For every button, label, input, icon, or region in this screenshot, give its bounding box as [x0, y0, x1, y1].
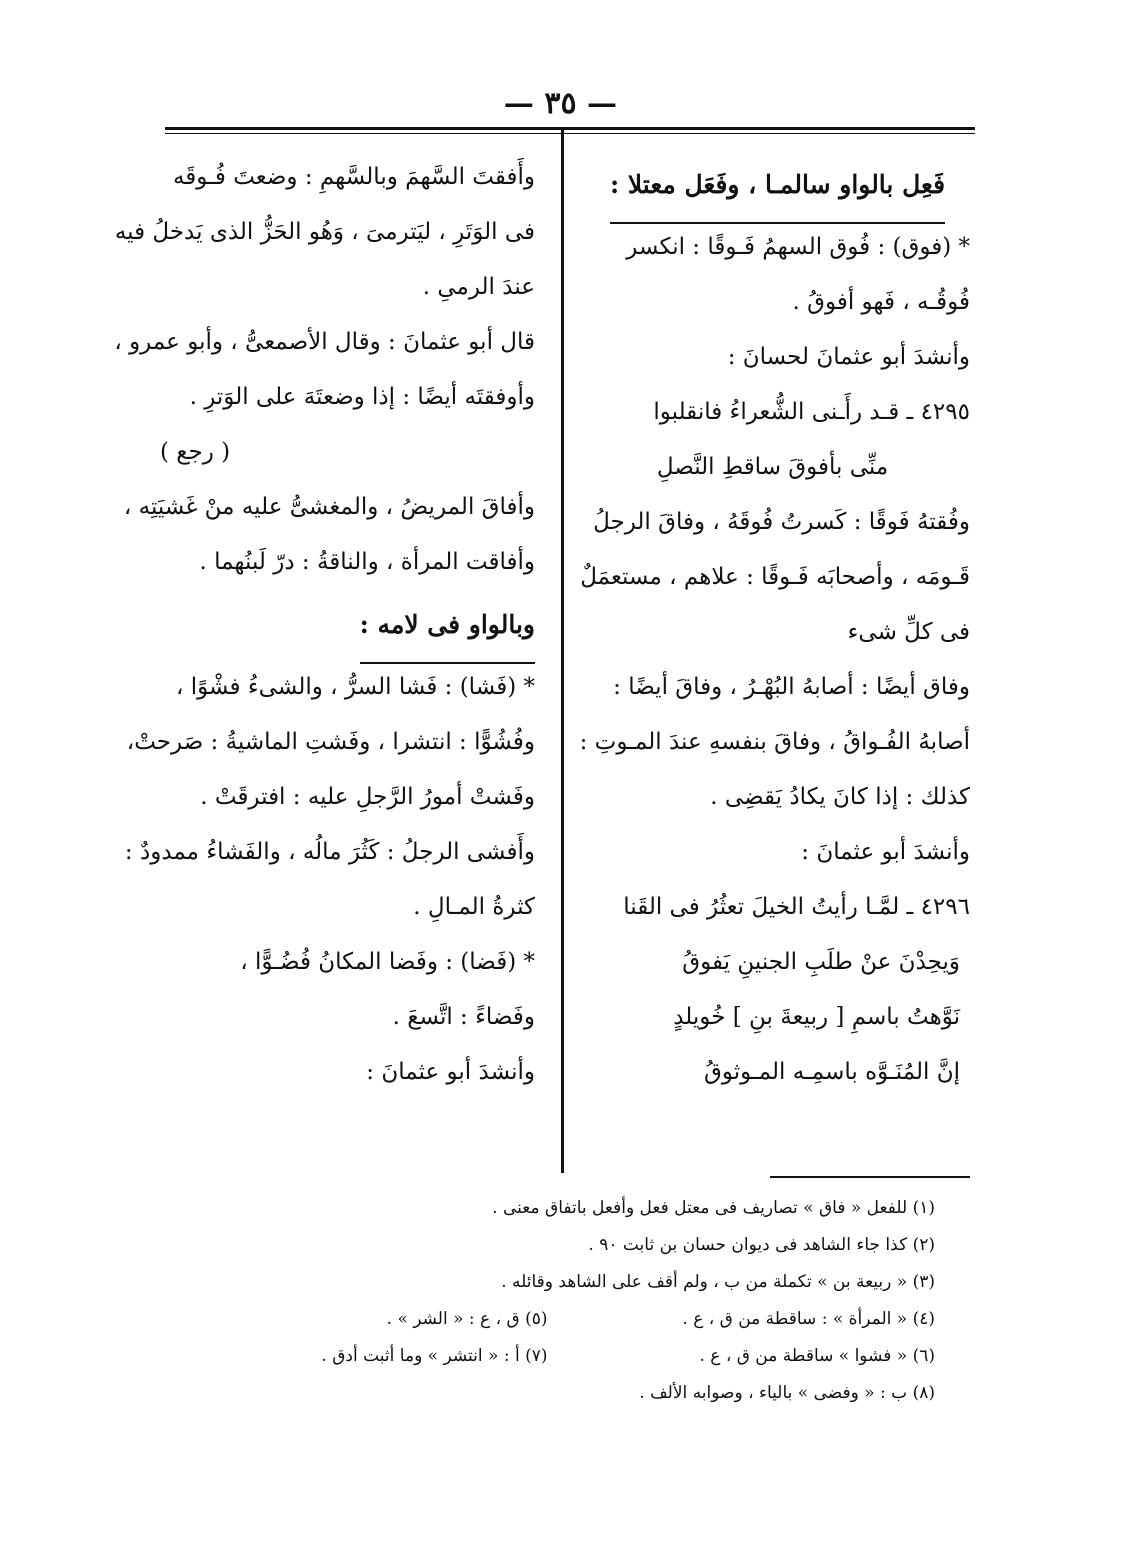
header-rule — [165, 127, 975, 130]
text-line: عندَ الرمىِ . — [422, 274, 535, 300]
text-line: وأوفقتَه أيضًا : إذا وضعتَهَ على الوَترِ . — [189, 384, 535, 410]
verse-line: ٤٢٩٥ ـ قـد رأَـنى الشُّعراءُ فانقلبوا — [653, 399, 970, 425]
footnote: (٥) ق ، ع : « الشر » . — [386, 1309, 548, 1329]
footnote: (٦) « فشوا » ساقطة من ق ، ع . — [699, 1346, 935, 1366]
footnote: (٤) « المرأة » : ساقطة من ق ، ع . — [682, 1309, 935, 1329]
text-line: وأنشدَ أبو عثمانَ : — [366, 1059, 535, 1085]
text-line: * (فَضا) : وفَضا المكانُ فُضُـوًّا ، — [240, 949, 535, 975]
footnote: (٧) أ : « انتشر » وما أثبت أدق . — [321, 1346, 548, 1366]
left-column — [114, 150, 535, 1100]
verse-line: منِّى بأفوقَ ساقطِ النَّصلِ — [656, 454, 889, 480]
verse-line: نَوَّهتُ باسمِ [ ربيعةَ بنِ ] خُويلدٍ — [673, 1004, 960, 1030]
text-line: وأنشدَ أبو عثمانَ لحسانَ : — [727, 344, 970, 370]
footnote: (٣) « ربيعة بن » تكملة من ب ، ولم أقف على الشاهد وقائله . — [501, 1272, 935, 1292]
return-marker: ( رجع ) — [160, 439, 231, 465]
text-line: وأنشدَ أبو عثمانَ : — [801, 839, 970, 865]
footnote: (٢) كذا جاء الشاهد فى ديوان حسان بن ثابت ٩٠ . — [588, 1235, 935, 1255]
text-line: وفُقتهُ فَوقًا : كَسرتُ فُوقَهُ ، وفاقَ الرجلُ — [593, 509, 970, 535]
text-line: وأَفشى الرجلُ : كَثُرَ مالُه ، والفَشاءُ ممدودٌ : — [124, 839, 535, 865]
verse-line: ٤٢٩٦ ـ لمَّـا رأيتُ الخيلَ تعثُرُ فى القَنا — [623, 894, 970, 920]
footnote-rule — [770, 1176, 970, 1178]
footnote: (١) للفعل « فاق » تصاريف فى معتل فعل وأفعل باتفاق معنى . — [492, 1198, 935, 1218]
text-line: وأفاقَ المريضُ ، والمغشىُّ عليه منْ غَشيَتِه ، — [123, 494, 535, 520]
text-line: وأفاقت المرأة ، والناقةُ : درّ لَبنُهما . — [199, 549, 535, 575]
header-rule-thin — [165, 133, 975, 134]
text-line: وفَشتْ أمورُ الرَّجلِ عليه : افترقَتْ . — [200, 784, 535, 810]
text-line: * (فَشا) : فَشا السرُّ ، والشىءُ فشْوًا ، — [176, 674, 535, 700]
text-line: فى الوَتَرِ ، ليَترمىَ ، وَهُو الحَزُّ الذى يَدخلُ فيه — [114, 219, 535, 245]
footnotes — [160, 1190, 935, 1412]
footnote-pair — [160, 1301, 935, 1338]
section-heading: فَعِل بالواو سالمـا ، وفَعَل معتلا : — [585, 150, 970, 220]
text-line: وفَضاءً : اتَّسعَ . — [392, 1004, 535, 1030]
text-line: وفُشُوًّا : انتشرا ، وفَشتِ الماشيةُ : صَرحتْ، — [126, 729, 535, 755]
verse-line: وَيحِدْنَ عنْ طلَبِ الجنينِ يَفوقُ — [682, 949, 960, 975]
text-line: * (فوق) : فُوق السهمُ فَـوقًا : انكسر — [626, 234, 970, 260]
text-line: وفاق أيضًا : أصابهُ البُهْـرُ ، وفاقَ أيضًا : — [613, 674, 970, 700]
footnote: (٨) ب : « وفضى » بالياء ، وصوابه الألف . — [639, 1383, 935, 1403]
text-line: قَـومَه ، وأصحابَه فَـوقًا : علاهم ، مستعمَلٌ — [580, 564, 970, 590]
footnote-pair — [160, 1338, 935, 1375]
text-line: قال أبو عثمانَ : وقال الأصمعىُّ ، وأبو عمرو ، — [114, 329, 535, 355]
text-line: فُوقُـه ، فَهو أفوقُ . — [792, 289, 970, 315]
right-column — [579, 150, 970, 1100]
verse-line: إنَّ المُنَـوَّه باسمِـه المـوثوقُ — [703, 1059, 960, 1085]
column-divider — [561, 128, 564, 1173]
section-heading: وبالواو فى لامه : — [160, 590, 535, 660]
text-line: وأَفقتَ السَّهمَ وبالسَّهمِ : وضعتَ فُـوقَه — [172, 164, 535, 190]
page-number: — ٣٥ — — [503, 86, 618, 121]
text-line: كثرةُ المـالِ . — [413, 894, 535, 920]
text-line: كذلك : إذا كانَ يكادُ يَقضِى . — [710, 784, 970, 810]
text-line: أصابهُ الفُـواقُ ، وفاقَ بنفسهِ عندَ المـوتِ : — [579, 729, 970, 755]
text-line: فى كلِّ شىء — [847, 619, 970, 645]
